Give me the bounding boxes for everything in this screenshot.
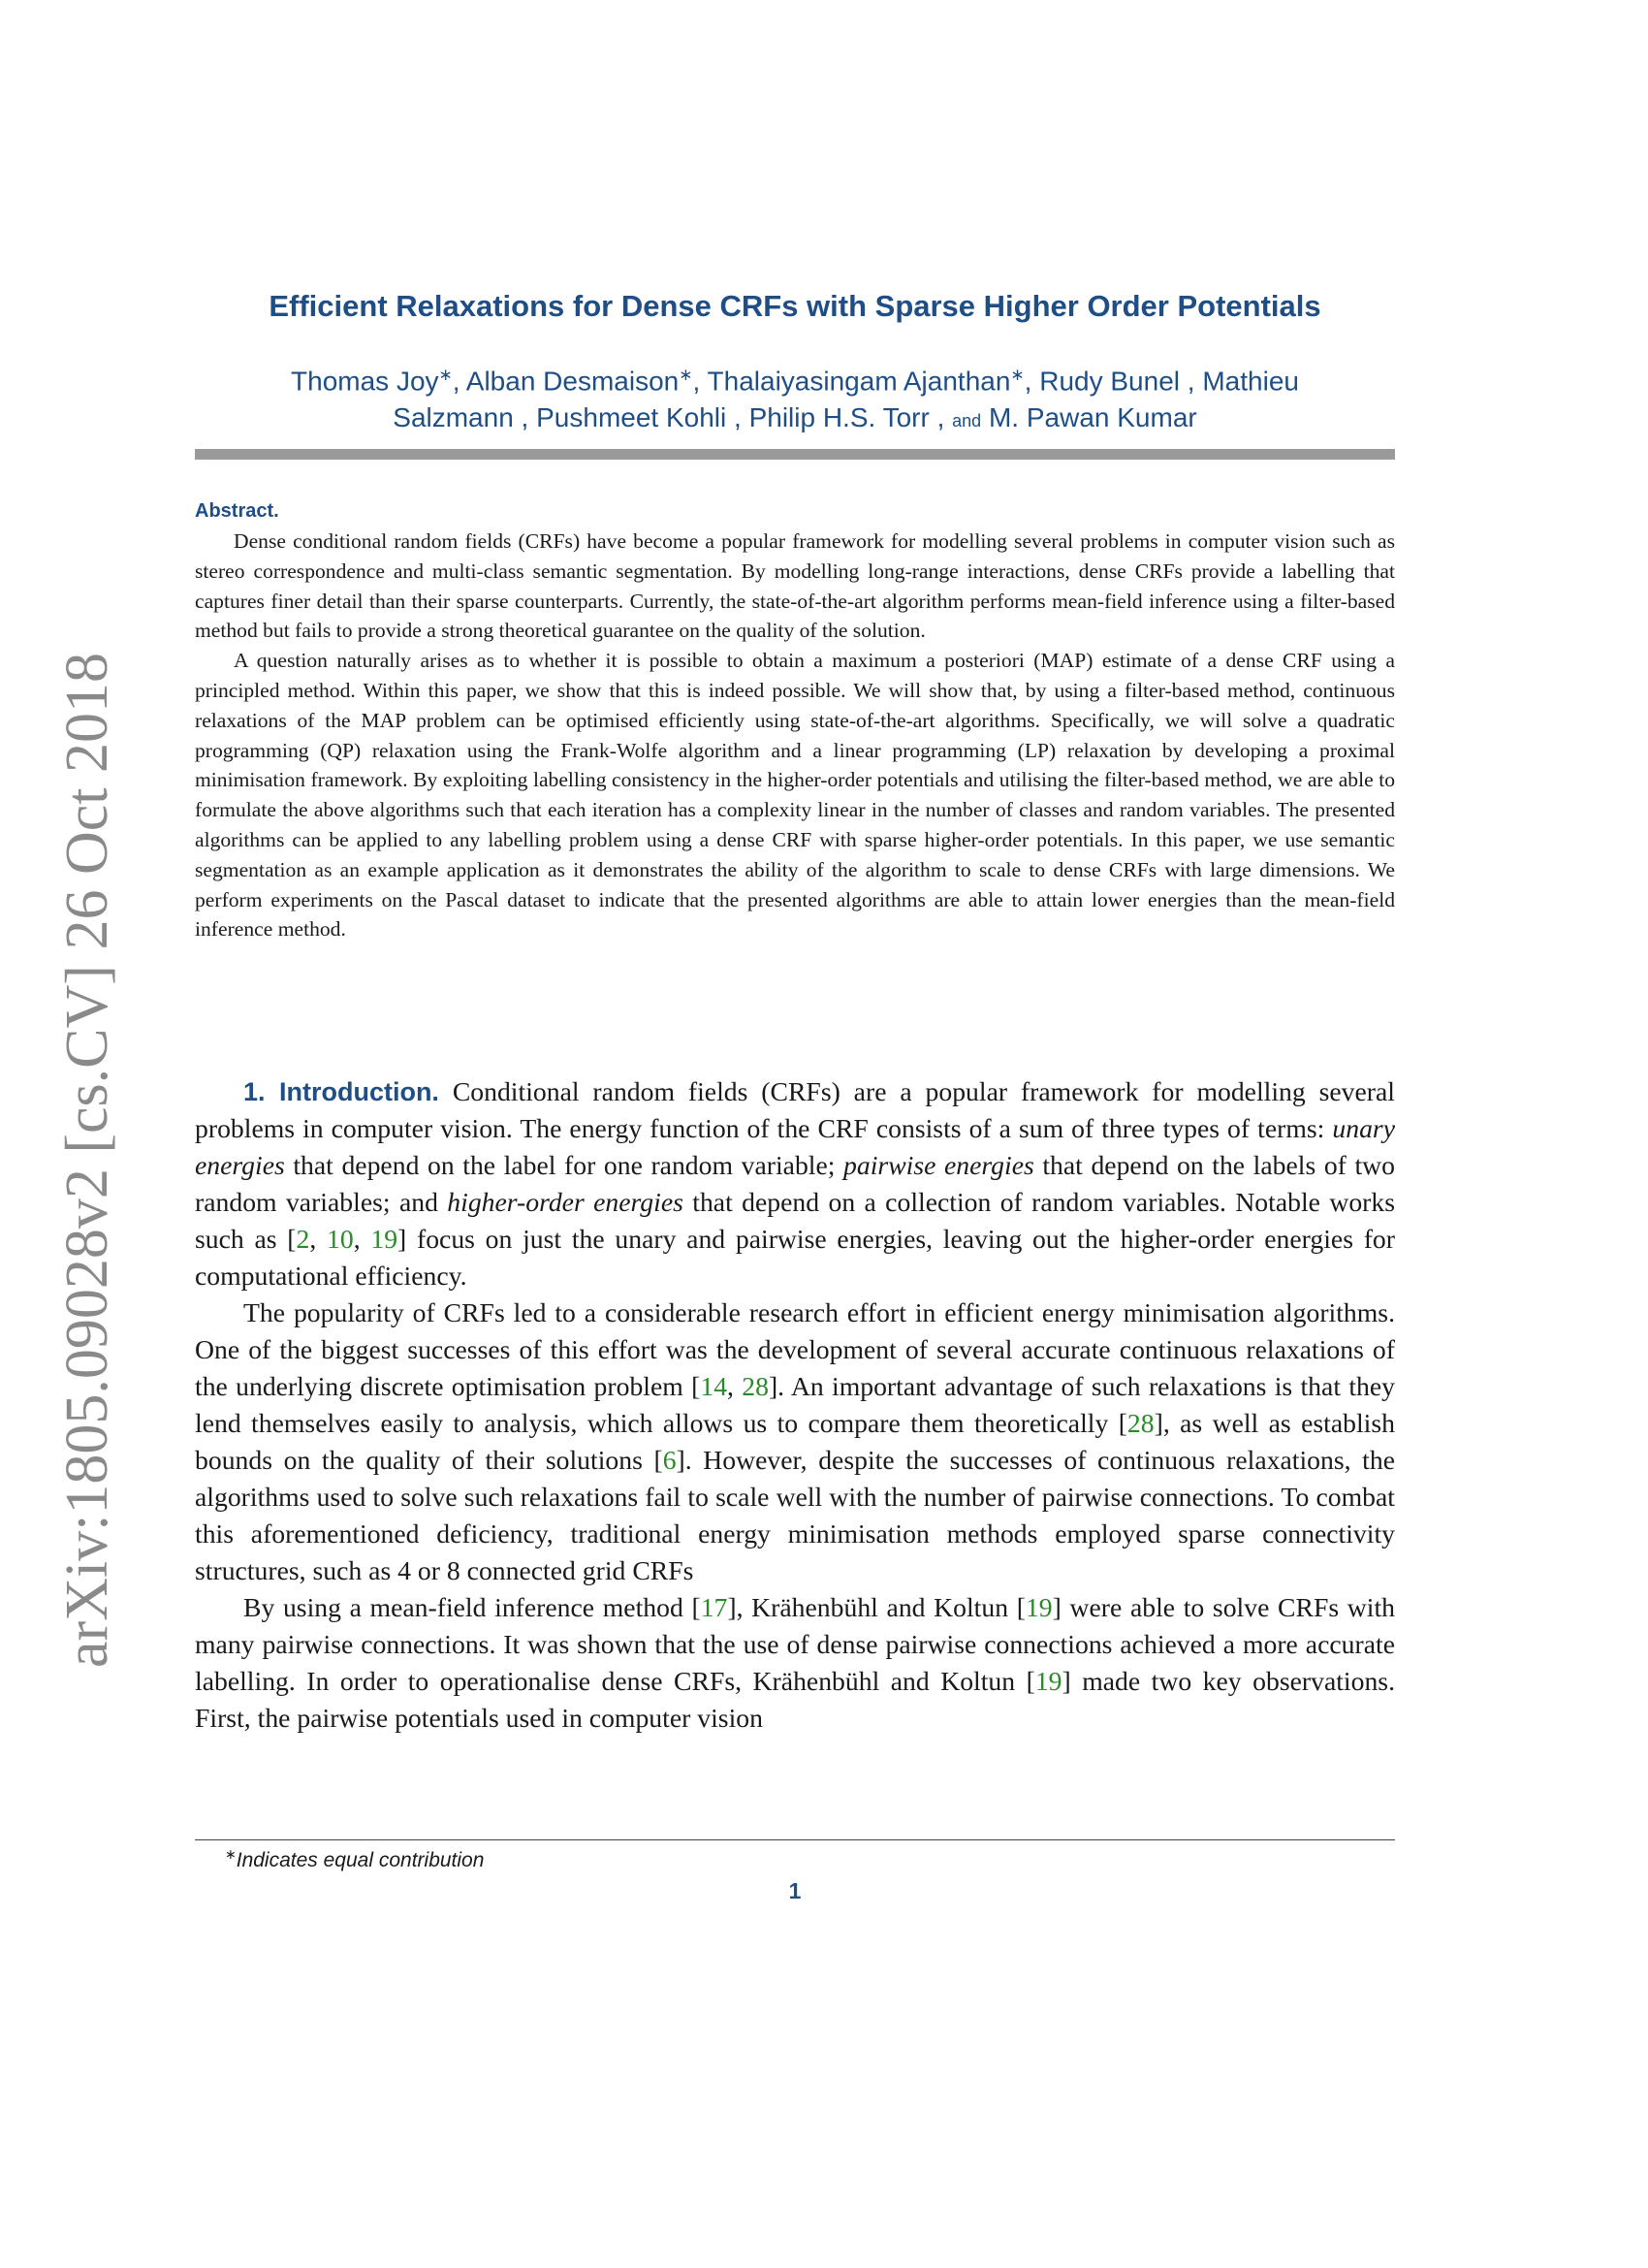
- citation-link[interactable]: 6: [662, 1445, 677, 1475]
- equal-contribution-mark: ∗: [679, 366, 693, 384]
- author-name: Philip H.S. Torr: [748, 402, 930, 433]
- arxiv-identifier: arXiv:1805.09028v2 [cs.CV] 26 Oct 2018: [54, 653, 120, 1668]
- citation-link[interactable]: 19: [1025, 1592, 1053, 1622]
- emphasis: pairwise energies: [843, 1150, 1034, 1180]
- author-name: M. Pawan Kumar: [988, 402, 1197, 433]
- intro-paragraph: 1. Introduction. Conditional random fields (CRFs) are a popular framework for modelling several problems in computer vision. The energy function of the CRF consists of a sum of three types of terms: unary energies that depend on the label for one random variable; pairwise energies that depend on the labels of two random variables; and higher-order energies that depend on a collection of random variables. Notable works such as [2, 10, 19] focus on just the unary and pairwise energies, leaving out the higher-order energies for computational efficiency.: [195, 1076, 1396, 1291]
- footnote-mark: ∗: [225, 1846, 237, 1862]
- author-list: Thomas Joy∗, Alban Desmaison∗, Thalaiyasingam Ajanthan∗, Rudy Bunel , Mathieu Salzmann , Pushmeet Kohli , Philip H.S. Torr , and M. Pawan Kumar: [291, 366, 1299, 433]
- intro-paragraph: By using a mean-field inference method [17], Krähenbühl and Koltun [19] were able to solve CRFs with many pairwise connections. It was shown that the use of dense pairwise connections achieved a more accurate labelling. In order to operationalise dense CRFs, Krähenbühl and Koltun [19] made two key observations. First, the pairwise potentials used in computer vision: [195, 1592, 1396, 1733]
- title-divider: [195, 449, 1395, 460]
- introduction-section: [195, 1073, 1395, 1737]
- author-conjunction: and: [952, 411, 982, 431]
- author-name: Thalaiyasingam Ajanthan: [707, 366, 1011, 397]
- footnote: [225, 1846, 484, 1872]
- citation-link[interactable]: 19: [370, 1224, 398, 1254]
- citation-link[interactable]: 10: [327, 1224, 354, 1254]
- emphasis: higher-order energies: [447, 1187, 683, 1217]
- footnote-divider: [195, 1839, 1395, 1840]
- abstract-paragraph: Dense conditional random fields (CRFs) have become a popular framework for modelling several problems in computer vision such as stereo correspondence and multi-class semantic segmentation. By modelling long-range interactions, dense CRFs provide a labelling that captures finer detail than their sparse counterparts. Currently, the state-of-the-art algorithm performs mean-field inference using a filter-based method but fails to provide a strong theoretical guarantee on the quality of the solution.: [195, 529, 1395, 643]
- author-name: Pushmeet Kohli: [536, 402, 727, 433]
- citation-link[interactable]: 14: [700, 1371, 728, 1401]
- citation-link[interactable]: 2: [296, 1224, 310, 1254]
- citation-link[interactable]: 28: [742, 1371, 769, 1401]
- author-name: Rudy Bunel: [1039, 366, 1180, 397]
- author-name: Mathieu Salzmann: [393, 366, 1299, 433]
- intro-paragraph: The popularity of CRFs led to a considerable research effort in efficient energy minimisation algorithms. One of the biggest successes of this effort was the development of several accurate continuous relaxations of the underlying discrete optimisation problem [14, 28]. An important advantage of such relaxations is that they lend themselves easily to analysis, which allows us to compare them theoretically [28], as well as establish bounds on the quality of their solutions [6]. However, despite the successes of continuous relaxations, the algorithms used to solve such relaxations fail to scale well with the number of pairwise connections. To combat this aforementioned deficiency, traditional energy minimisation methods employed sparse connectivity structures, such as 4 or 8 connected grid CRFs: [195, 1297, 1395, 1585]
- abstract-body: [195, 527, 1395, 944]
- author-name: Thomas Joy: [291, 366, 439, 397]
- emphasis: unary energies: [195, 1113, 1395, 1180]
- page-number: 1: [788, 1878, 802, 1903]
- equal-contribution-mark: ∗: [1010, 366, 1025, 384]
- footnote-text: Indicates equal contribution: [236, 1849, 485, 1871]
- citation-link[interactable]: 28: [1126, 1408, 1155, 1438]
- section-heading: 1. Introduction.: [243, 1077, 439, 1106]
- equal-contribution-mark: ∗: [438, 366, 453, 384]
- abstract-paragraph: A question naturally arises as to whether it is possible to obtain a maximum a posteriori (MAP) estimate of a dense CRF using a principled method. Within this paper, we show that this is indeed possible. We will show that, by using a filter-based method, continuous relaxations of the MAP problem can be optimised efficiently using state-of-the-art algorithms. Specifically, we will solve a quadratic programming (QP) relaxation using the Frank-Wolfe algorithm and a linear programming (LP) relaxation by developing a proximal minimisation framework. By exploiting labelling consistency in the higher-order potentials and utilising the filter-based method, we are able to formulate the above algorithms such that each iteration has a complexity linear in the number of classes and random variables. The presented algorithms can be applied to any labelling problem using a dense CRF with sparse higher-order potentials. In this paper, we use semantic segmentation as an example application as it demonstrates the ability of the algorithm to scale to dense CRFs with large dimensions. We perform experiments on the Pascal dataset to indicate that the presented algorithms are able to attain lower energies than the mean-field inference method.: [195, 649, 1395, 942]
- paper-title: Efficient Relaxations for Dense CRFs with Sparse Higher Order Potentials: [269, 289, 1321, 323]
- abstract-heading: Abstract.: [195, 500, 279, 522]
- citation-link[interactable]: 17: [700, 1592, 728, 1622]
- citation-link[interactable]: 19: [1034, 1666, 1062, 1696]
- author-name: Alban Desmaison: [465, 366, 680, 397]
